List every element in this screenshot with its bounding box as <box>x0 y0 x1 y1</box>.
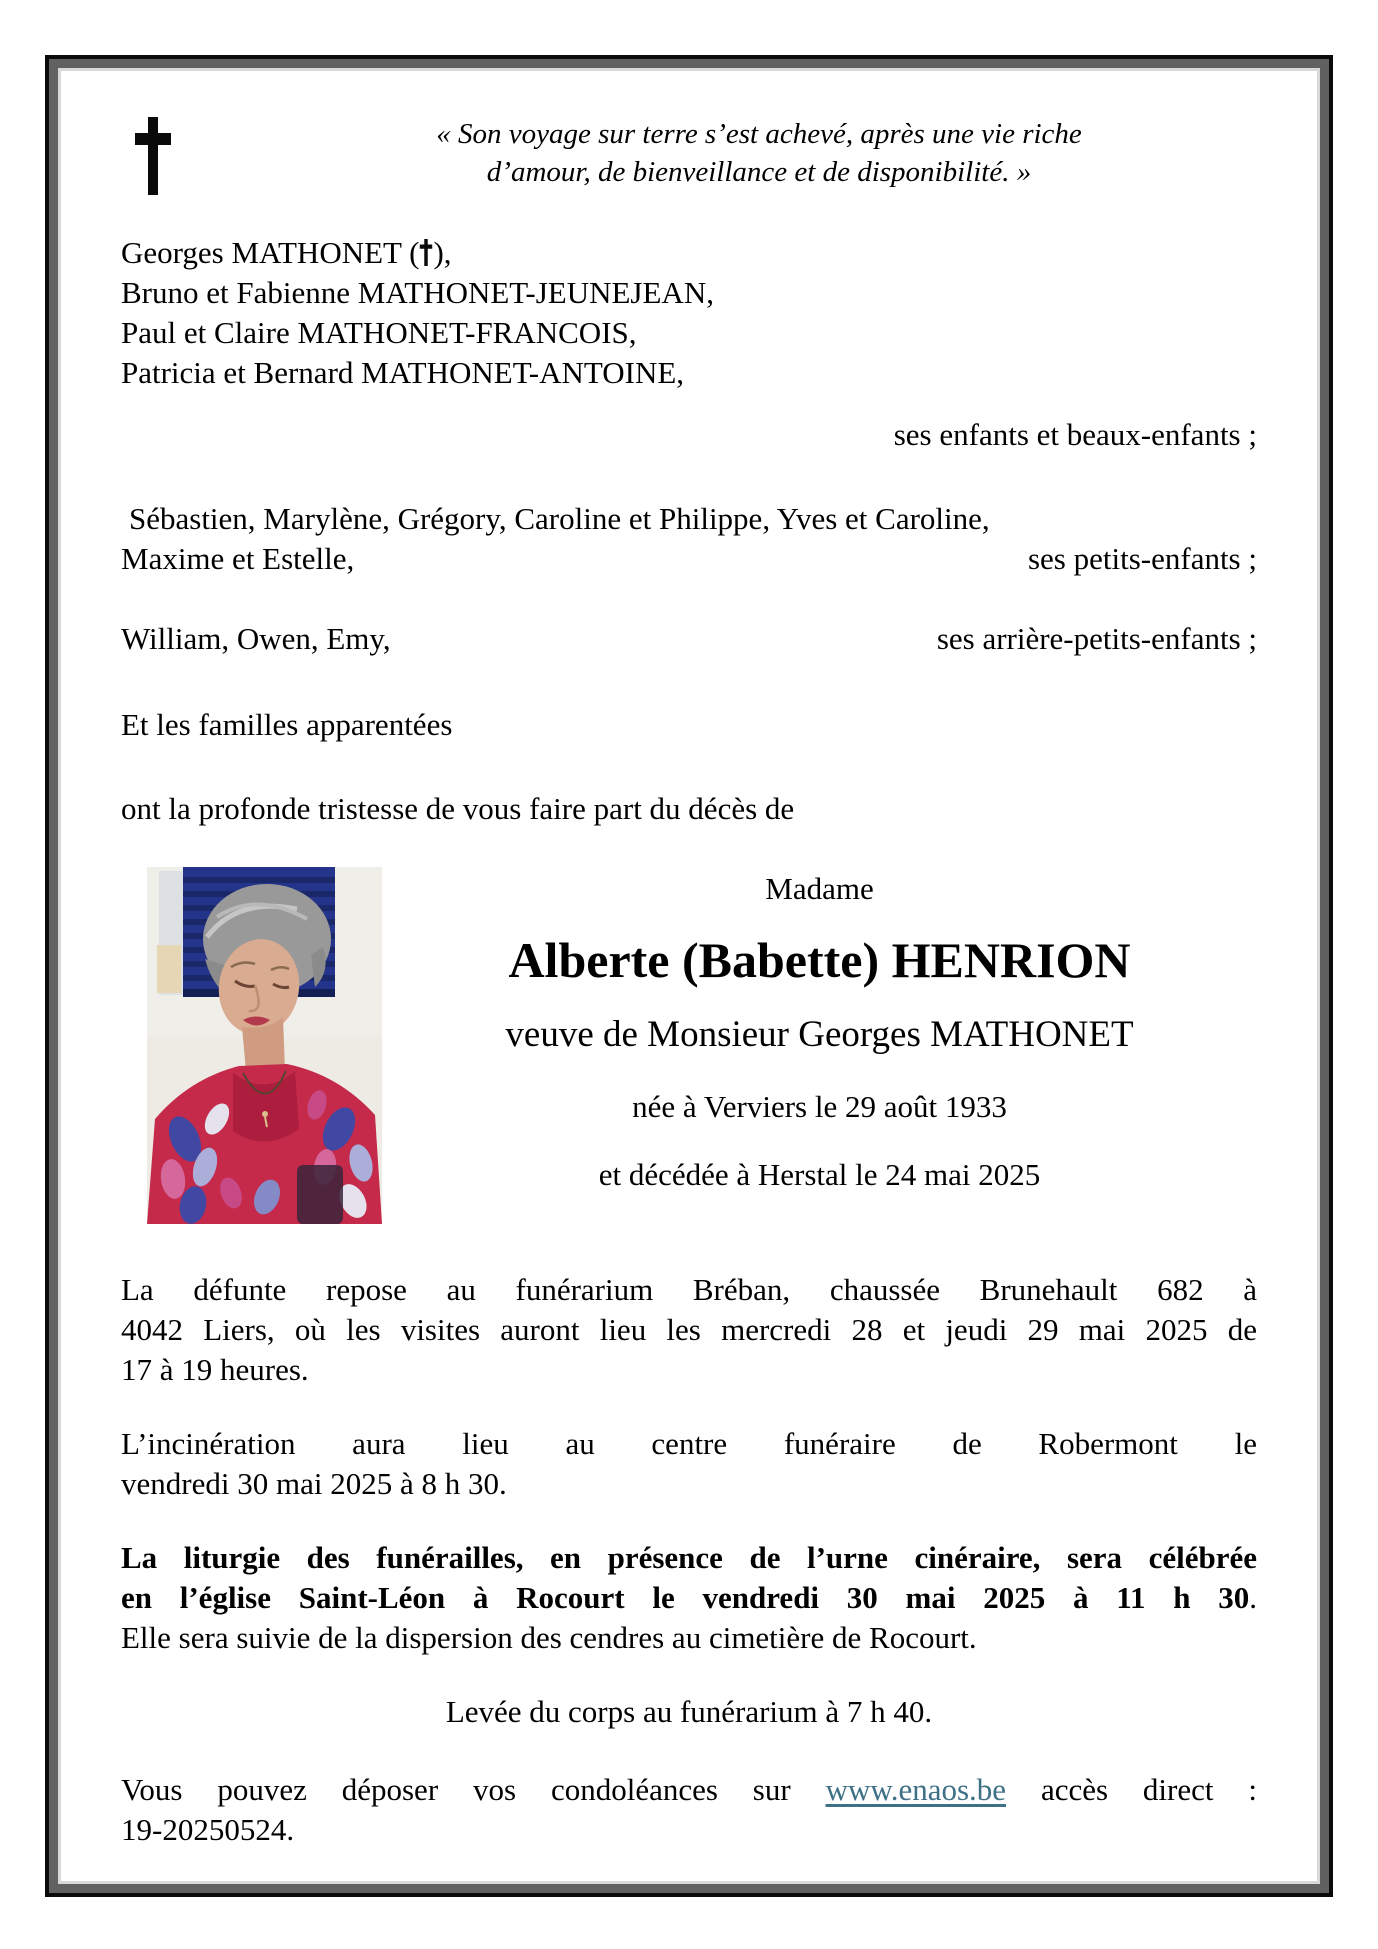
condolences-paragraph <box>121 1770 1257 1850</box>
portrait-photo-illustration <box>147 867 382 1224</box>
family-line-georges <box>121 233 1257 273</box>
cremation-line-1: L’incinération aura lieu au centre funéraire de Robermont le <box>121 1426 1257 1461</box>
deceased-name: Alberte (Babette) HENRION <box>508 932 1131 988</box>
liturgy-line-2 <box>121 1578 1257 1618</box>
deceased-widow-line: veuve de Monsieur Georges MATHONET <box>505 1014 1134 1055</box>
opening-quote <box>381 115 1137 191</box>
levee-line: Levée du corps au funérarium à 7 h 40. <box>445 1694 933 1729</box>
great-grandchildren-line: William, Owen, Emy, <box>121 621 391 656</box>
deceased-section <box>121 867 1257 1224</box>
family-line-georges-post: ), <box>433 235 452 270</box>
related-families-line: Et les familles apparentées <box>121 707 453 742</box>
liturgy-line-1: La liturgie des funérailles, en présence de l’urne cinéraire, sera célébrée <box>121 1540 1257 1575</box>
grandchildren-line-1: Sébastien, Marylène, Grégory, Caroline et Philippe, Yves et Caroline, <box>129 501 990 536</box>
liturgy-line-2-period: . <box>1249 1580 1257 1615</box>
deceased-identity <box>382 867 1257 1224</box>
family-line-patricia: Patricia et Bernard MATHONET-ANTOINE, <box>121 355 685 390</box>
repose-paragraph <box>121 1270 1257 1390</box>
announcement-content <box>61 71 1317 1881</box>
cremation-line-2: vendredi 30 mai 2025 à 8 h 30. <box>121 1466 507 1501</box>
liturgy-line-2-bold: en l’église Saint-Léon à Rocourt le vendredi 30 mai 2025 à 11 h 30 <box>121 1580 1250 1615</box>
deceased-photo <box>147 867 382 1224</box>
deceased-title: Madame <box>765 871 874 906</box>
repose-line-1: La défunte repose au funérarium Bréban, chaussée Brunehault 682 à <box>121 1272 1257 1307</box>
repose-line-2: 4042 Liers, où les visites auront lieu les mercredi 28 et jeudi 29 mai 2025 de <box>121 1312 1257 1347</box>
frame-border-mid <box>49 59 1329 1893</box>
liturgy-paragraph <box>121 1538 1257 1658</box>
condolences-code-line: 19-20250524. <box>121 1812 295 1847</box>
condolences-line-1 <box>121 1770 1257 1810</box>
cremation-paragraph <box>121 1424 1257 1504</box>
liturgy-line-3: Elle sera suivie de la dispersion des cendres au cimetière de Rocourt. <box>121 1620 977 1655</box>
quote-line-1: « Son voyage sur terre s’est achevé, après une vie riche <box>436 118 1082 150</box>
enaos-link[interactable]: www.enaos.be <box>825 1772 1007 1807</box>
small-cross-icon <box>419 239 433 266</box>
family-line-georges-pre: Georges MATHONET ( <box>121 235 420 270</box>
deceased-birth-line: née à Verviers le 29 août 1933 <box>632 1089 1007 1124</box>
frame-border-highlight <box>58 68 1320 1884</box>
memorial-frame <box>45 55 1333 1897</box>
children-label: ses enfants et beaux-enfants ; <box>893 417 1257 452</box>
announcement-line: ont la profonde tristesse de vous faire part du décès de <box>121 791 795 826</box>
deceased-death-line: et décédée à Herstal le 24 mai 2025 <box>598 1157 1041 1192</box>
latin-cross-icon <box>135 117 171 195</box>
grandchildren-row <box>121 539 1257 579</box>
repose-line-3: 17 à 19 heures. <box>121 1352 309 1387</box>
family-section <box>121 233 1257 829</box>
family-line-bruno: Bruno et Fabienne MATHONET-JEUNEJEAN, <box>121 275 714 310</box>
header-section <box>121 115 1257 199</box>
grandchildren-line-2: Maxime et Estelle, <box>121 541 355 576</box>
condolences-suffix: accès direct : <box>1006 1772 1257 1807</box>
great-grandchildren-label: ses arrière-petits-enfants ; <box>936 621 1257 656</box>
family-line-paul: Paul et Claire MATHONET-FRANCOIS, <box>121 315 637 350</box>
condolences-prefix: Vous pouvez déposer vos condoléances sur <box>121 1772 826 1807</box>
great-grandchildren-row <box>121 619 1257 659</box>
quote-line-2: d’amour, de bienveillance et de disponibilité. » <box>486 156 1032 188</box>
grandchildren-label: ses petits-enfants ; <box>1027 541 1257 576</box>
